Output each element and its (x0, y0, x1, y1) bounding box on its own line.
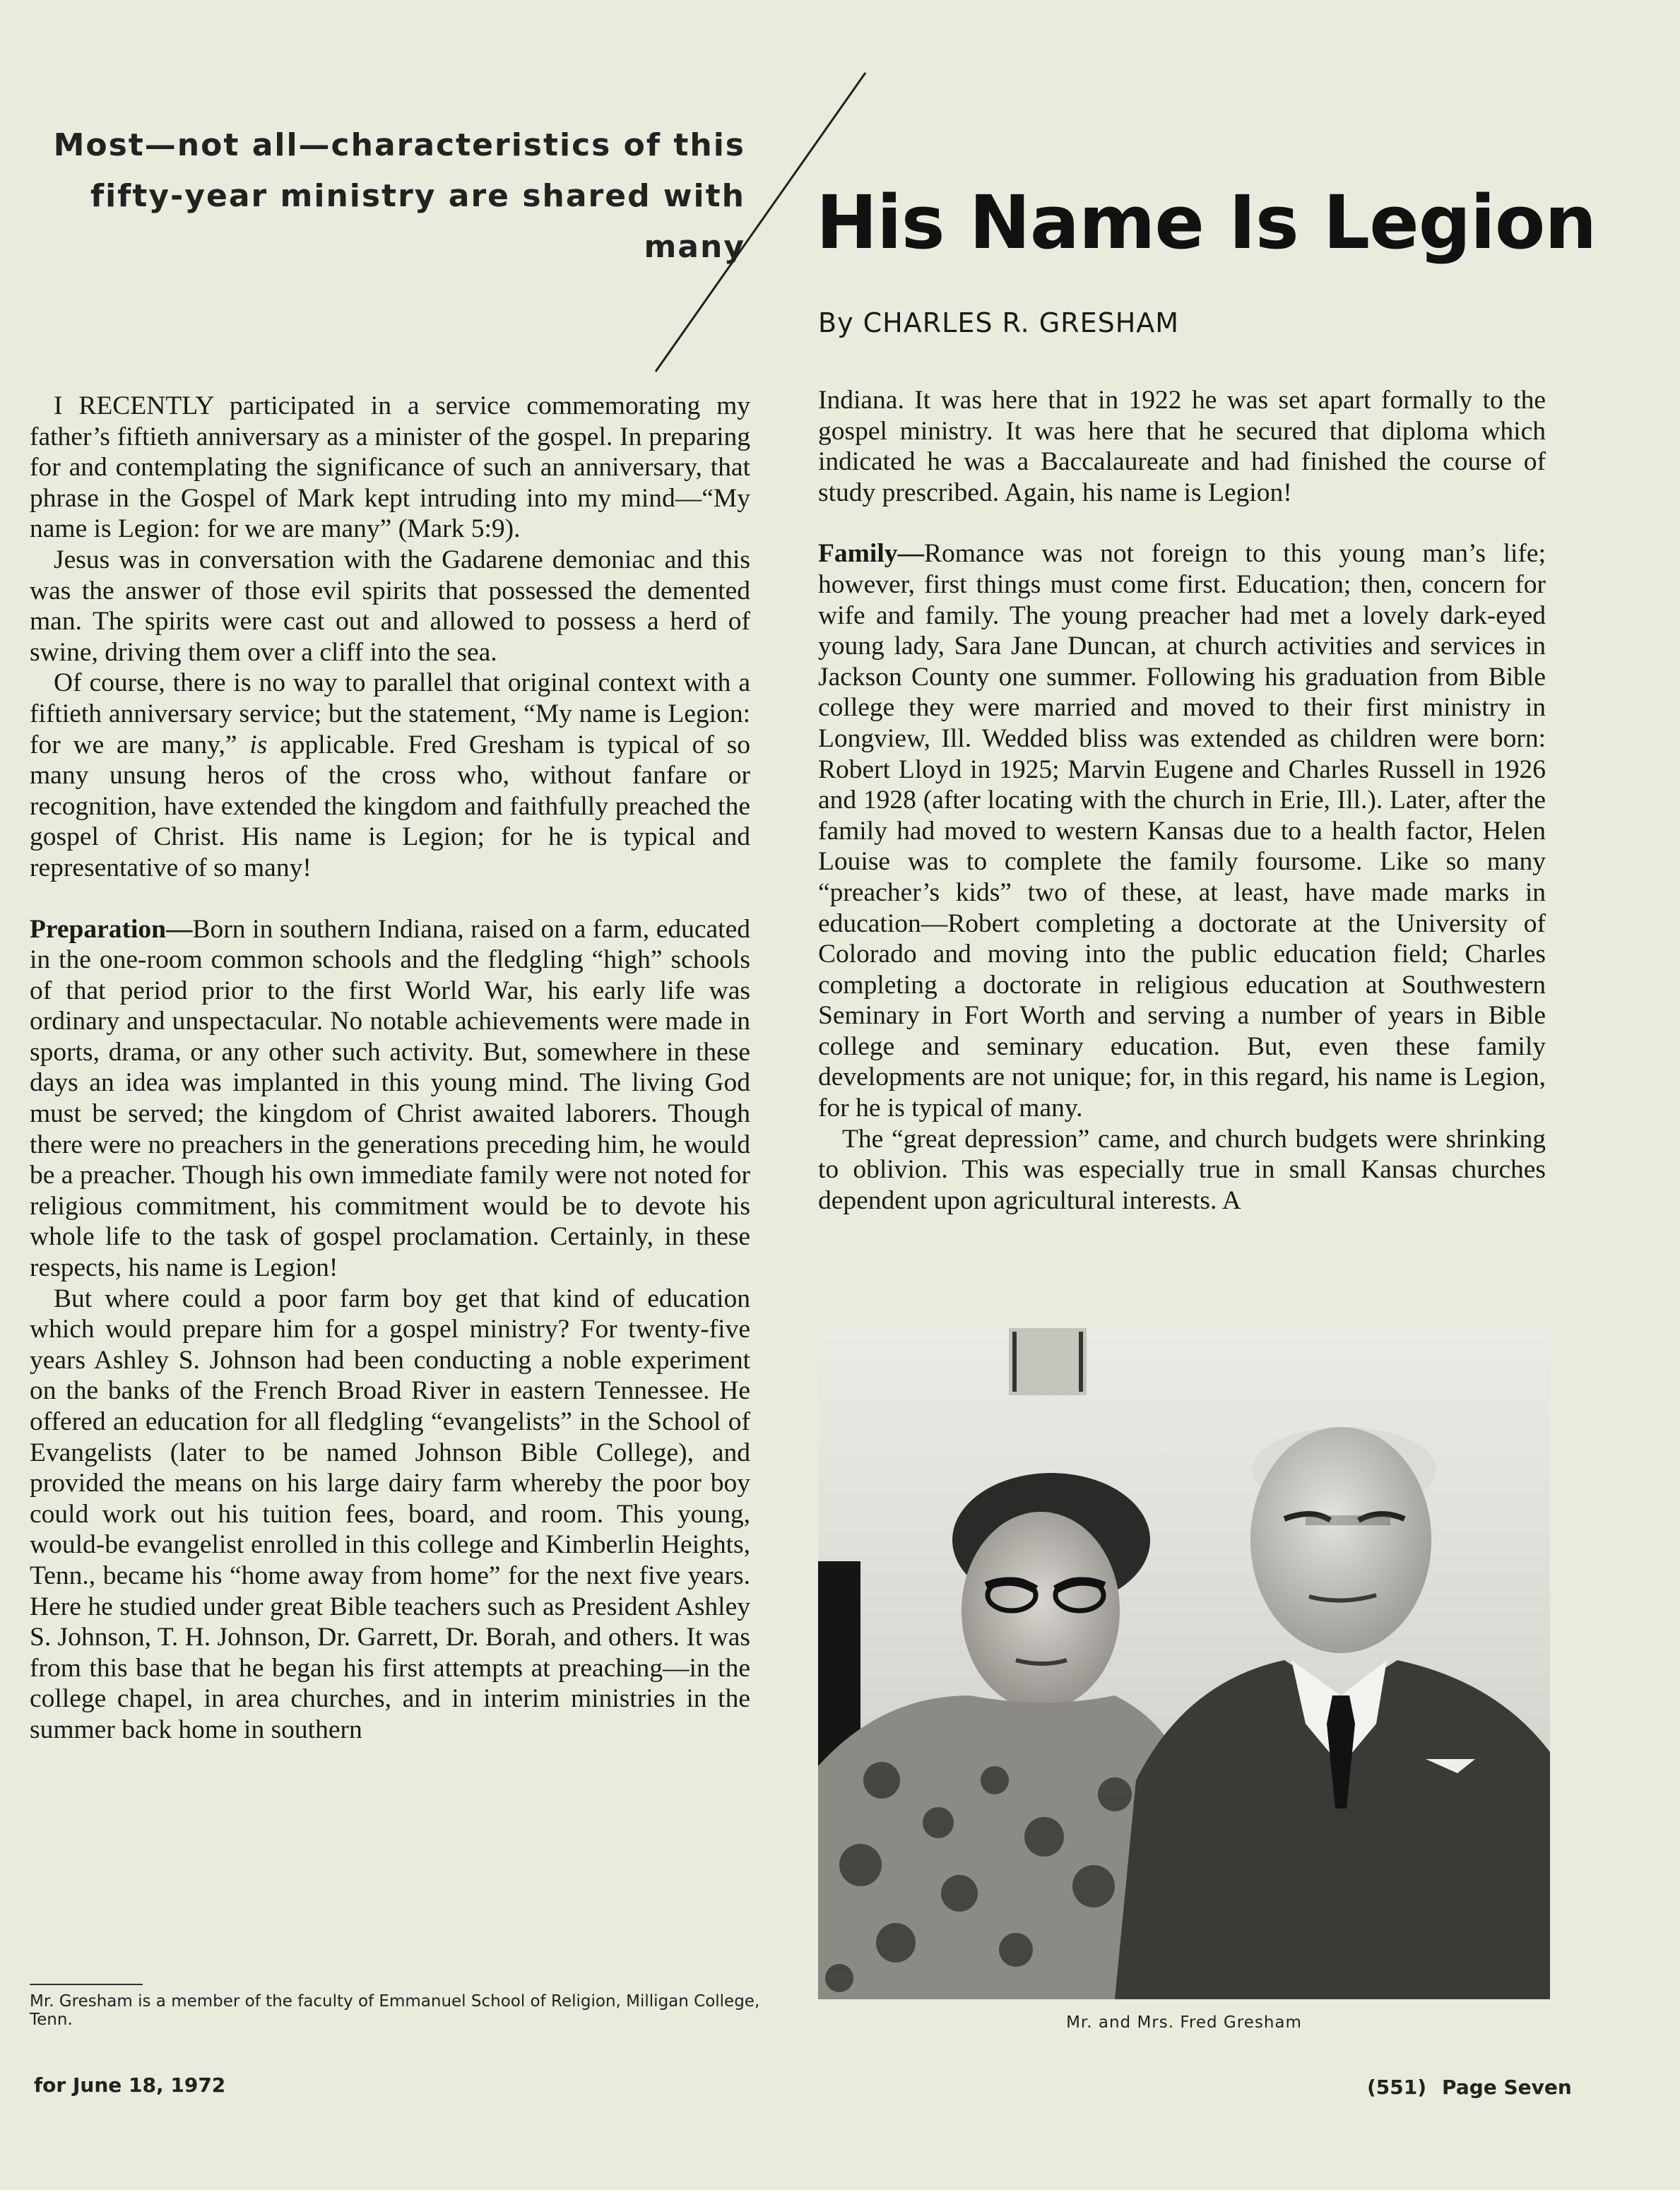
photo-caption: Mr. and Mrs. Fred Gresham (1066, 2013, 1302, 2032)
text-run: Romance was not foreign to this young man’s life; however, first things must come first. Education; then, concern for wife and family. The young preacher had met a lovely dark-eyed young lady, Sara Jane Duncan, at church activities and services in Jackson County one summer. Following his graduation from Bible college they were married and moved to their first ministry in Longview, Ill. Wedded bliss was extended as children were born: Robert Lloyd in 1925; Marvin Eugene and Charles Russell in 1926 and 1928 (after locating with the church in Erie, Ill.). Later, after the family had moved to western Kansas due to a health factor, Helen Louise was to complete the family foursome. Like so many “preacher’s kids” two of these, at least, have made marks in education—Robert completing a doctorate at the University of Colorado and moving into the public education field; Charles completing a doctorate in religious education at Southwestern Seminary in Fort Worth and serving a number of years in Bible college and seminary education. But, even these family developments are not unique; for, in this regard, his name is Legion, for he is typical of many. (818, 539, 1546, 1123)
text-run: applicable. Fred Gresham is typical of so many unsung heros of the cross who, without fanfare or recognition, have extended the kingdom and faithfully preached the gospel of Christ. His name is Legion; for he is typical and representative of so many! (30, 730, 750, 882)
paragraph: Jesus was in conversation with the Gadarene demoniac and this was the answer of those evil spirits that possessed the demented man. The spirits were cast out and allowed to possess a herd of swine, driving them over a cliff into the sea. (30, 545, 750, 667)
section-heading-family: Family— (818, 539, 924, 569)
article-title: His Name Is Legion (816, 179, 1597, 266)
kicker-line-2: fifty-year ministry are shared with many (90, 178, 745, 265)
footnote: Mr. Gresham is a member of the faculty of Emmanuel School of Religion, Milligan College, Tenn. (30, 1992, 760, 2029)
emphasis: is (249, 730, 268, 759)
kicker-line-1: Most—not all—characteristics of this (53, 127, 745, 163)
right-column (818, 385, 1546, 1216)
paragraph-family (818, 538, 1546, 1123)
byline-text: By CHARLES R. GRESHAM (818, 307, 1180, 338)
photo-fred-and-sara-gresham (818, 1328, 1550, 1999)
paragraph: The “great depression” came, and church budgets were shrinking to oblivion. This was especially true in small Kansas churches dependent upon agricultural interests. A (818, 1124, 1546, 1215)
paragraph-preparation (30, 914, 750, 1284)
kicker (21, 120, 745, 273)
text-run: Of course, there is no way to parallel that original context with a fiftieth anniversary service; but the statement, “My name is Legion: for we are many,” (30, 668, 750, 759)
page-code: (551) (1367, 2076, 1427, 2099)
paragraph: But where could a poor farm boy get that kind of education which would prepare him for a gospel ministry? For twenty-five years Ashley S. Johnson had been conducting a noble experiment on the banks of the French Broad River in eastern Tennessee. He offered an education for all fledgling “evangelists” in the School of Evangelists (later to be named Johnson Bible College), and provided the means on his large dairy farm whereby the poor boy could work out his tuition fees, board, and room. This young, would-be evangelist enrolled in this college and Kimberlin Heights, Tenn., became his “home away from home” for the next five years. Here he studied under great Bible teachers such as President Ashley S. Johnson, T. H. Johnson, Dr. Garrett, Dr. Borah, and others. It was from this base that he began his first attempts at preaching—in the college chapel, in area churches, and in interim ministries in the summer back home in southern (30, 1284, 750, 1744)
section-heading-preparation: Preparation— (30, 914, 193, 944)
page-folio (1367, 2076, 1572, 2099)
left-column (30, 391, 750, 1746)
paragraph: Indiana. It was here that in 1922 he was set apart formally to the gospel ministry. It was here that he secured that diploma which indicated he was a Baccalaureate and had finished the course of study prescribed. Again, his name is Legion! (818, 386, 1546, 507)
text-run: Born in southern Indiana, raised on a farm, educated in the one-room common schools and the fledgling “high” schools of that period prior to the first World War, his early life was ordinary and unspectacular. No notable achievements were made in sports, drama, or any other such activity. But, somewhere in these days an idea was implanted in this young mind. The living God must be served; the kingdom of Christ awaited laborers. Though there were no preachers in the generations preceding him, he would be a preacher. Though his own immediate family were not noted for religious commitment, his commitment would be to devote his whole life to the task of gospel proclamation. Certainly, in these respects, his name is Legion! (30, 914, 750, 1283)
page-label: Page Seven (1442, 2076, 1572, 2099)
footnote-rule (30, 1984, 143, 1985)
paragraph: I RECENTLY participated in a service commemorating my father’s fiftieth anniversary as a minister of the gospel. In preparing for and contemplating the significance of such an anniversary, that phrase in the Gospel of Mark kept intruding into my mind—“My name is Legion: for we are many” (Mark 5:9). (30, 391, 750, 544)
issue-date: for June 18, 1972 (34, 2073, 226, 2097)
photo-illustration (818, 1328, 1550, 1999)
paragraph (30, 668, 750, 883)
byline (818, 305, 1179, 341)
